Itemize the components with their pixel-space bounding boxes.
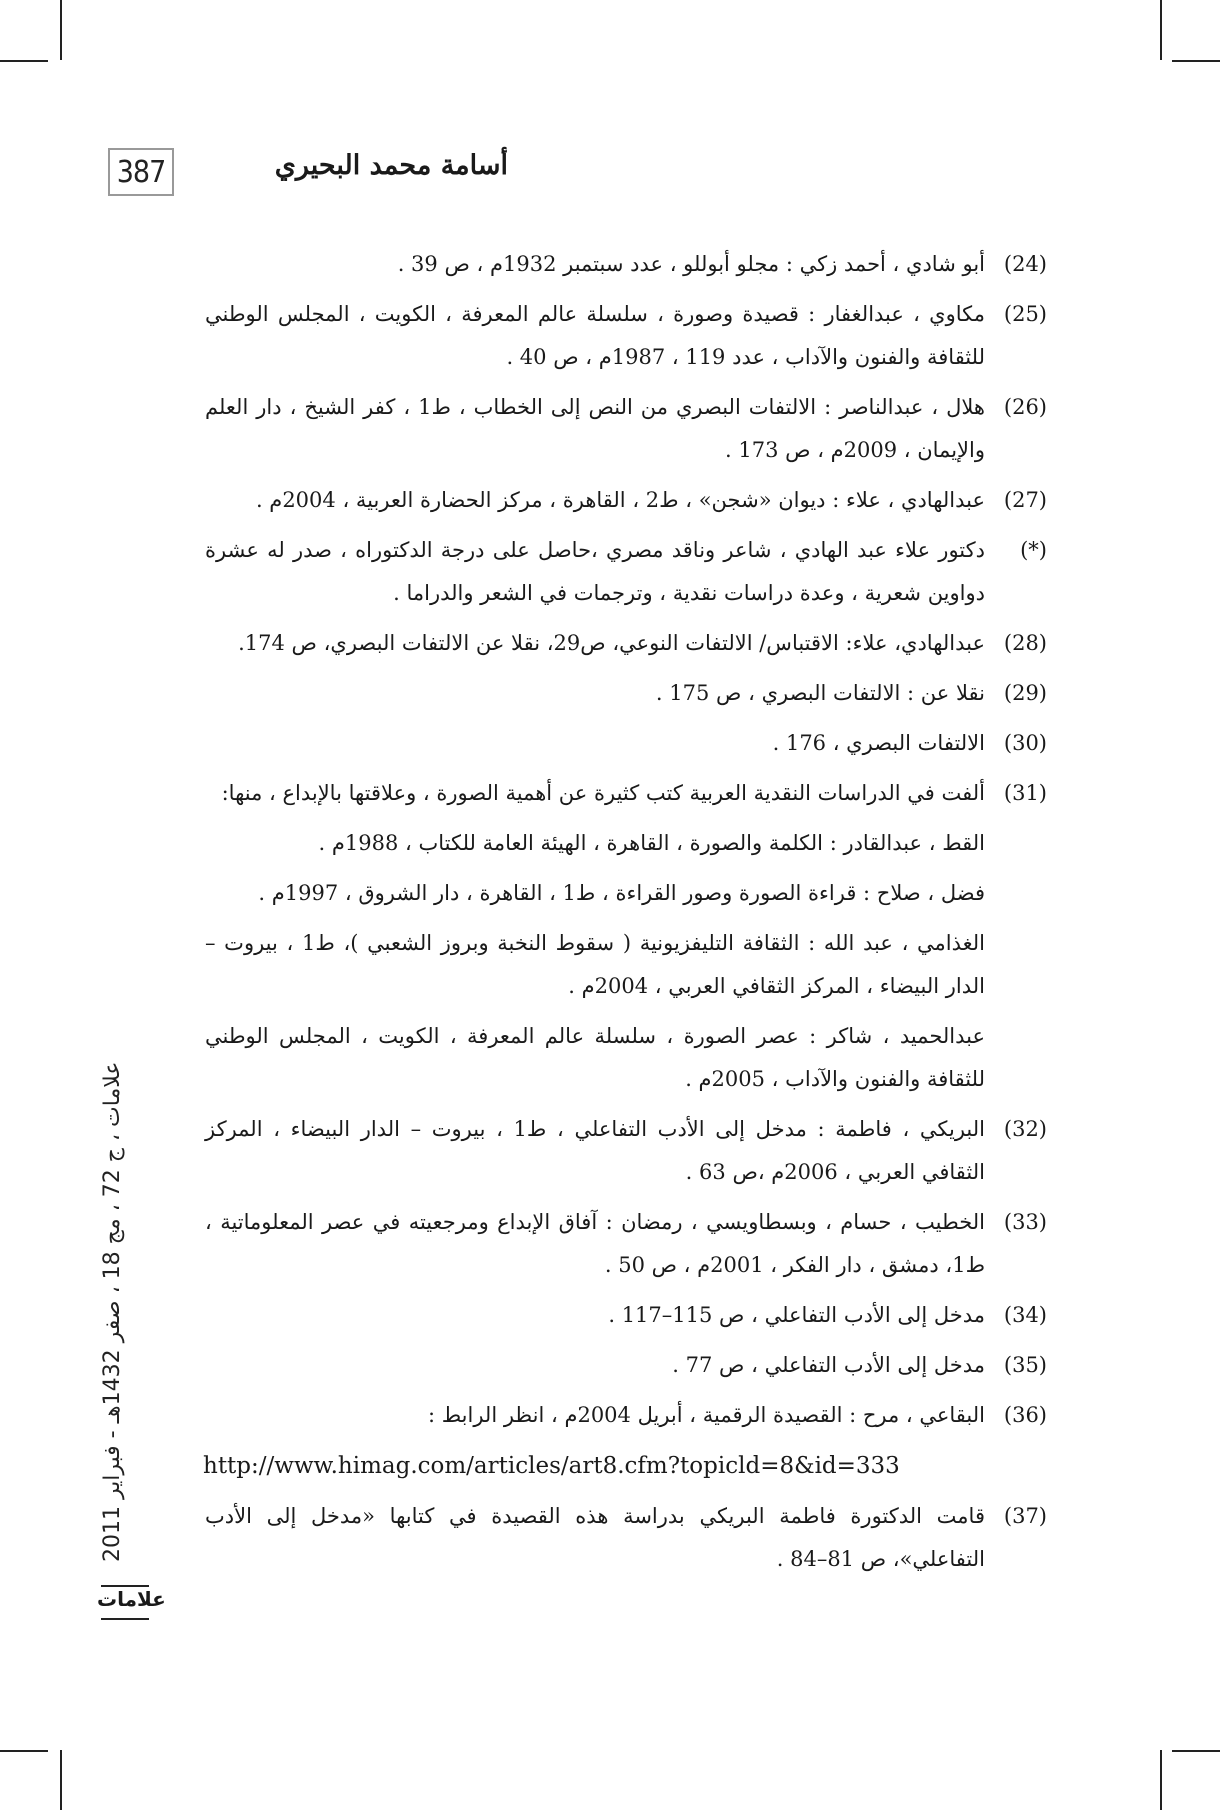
reference-text: هلال ، عبدالناصر : الالتفات البصري من النص إلى الخطاب ، ط1 ، كفر الشيخ ، دار العلم والإيمان ، 2009م ، ص 173 . [205, 395, 986, 462]
reference-item [205, 1294, 1047, 1337]
reference-number: (28) [1003, 631, 1047, 655]
running-header-author: أسامة محمد البحيري [274, 150, 508, 181]
reference-number: (34) [1003, 1303, 1047, 1327]
reference-item [205, 772, 1047, 815]
reference-text: البريكي ، فاطمة : مدخل إلى الأدب التفاعلي ، ط1 ، بيروت – الدار البيضاء ، المركز الثقافي العربي ، 2006م ،ص 63 . [205, 1117, 985, 1184]
reference-item [205, 622, 1047, 665]
reference-number: (*) [1020, 538, 1047, 562]
page-number: 387 [108, 148, 174, 196]
reference-item [205, 386, 1047, 472]
reference-item [205, 1201, 1047, 1287]
reference-number: (35) [1003, 1353, 1047, 1377]
reference-item [205, 1394, 1047, 1437]
references-list [205, 243, 1047, 1588]
reference-item [205, 722, 1047, 765]
crop-mark [1172, 60, 1220, 62]
reference-text: الخطيب ، حسام ، وبسطاويسي ، رمضان : آفاق الإبداع ومرجعيته في عصر المعلوماتية ، ط1، دمشق ، دار الفكر ، 2001م ، ص 50 . [205, 1210, 985, 1277]
reference-number: (27) [1003, 488, 1047, 512]
crop-mark [60, 0, 62, 60]
reference-number: (25) [1003, 302, 1047, 326]
reference-item [205, 672, 1047, 715]
reference-item [205, 243, 1047, 286]
reference-number: (32) [1003, 1117, 1047, 1141]
reference-number: (29) [1003, 681, 1047, 705]
reference-text: مكاوي ، عبدالغفار : قصيدة وصورة ، سلسلة عالم المعرفة ، الكويت ، المجلس الوطني للثقافة والفنون والآداب ، عدد 119 ، 1987م ، ص 40 . [205, 302, 985, 369]
crop-mark [60, 1750, 62, 1810]
reference-item [205, 1344, 1047, 1387]
reference-item [205, 1108, 1047, 1194]
reference-item [205, 1495, 1047, 1581]
reference-text: قامت الدكتورة فاطمة البريكي بدراسة هذه القصيدة في كتابها «مدخل إلى الأدب التفاعلي»، ص 81–84 . [205, 1504, 985, 1571]
reference-url[interactable]: http://www.himag.com/articles/art8.cfm?topicld=8&id=333 [203, 1453, 900, 1479]
crop-mark [1160, 1750, 1162, 1810]
sub-reference-item: الغذامي ، عبد الله : الثقافة التليفزيونية ( سقوط النخبة وبروز الشعبي )، ط1 ، بيروت – الدار البيضاء ، المركز الثقافي العربي ، 2004م . [205, 931, 986, 998]
reference-text: عبدالهادي ، علاء : ديوان «شجن» ، ط2 ، القاهرة ، مركز الحضارة العربية ، 2004م . [255, 488, 985, 512]
reference-item [205, 479, 1047, 522]
logo-rule [101, 1618, 149, 1620]
reference-number: (37) [1003, 1504, 1047, 1528]
reference-number: (24) [1003, 252, 1047, 276]
logo-wordmark: علامات [97, 1587, 166, 1611]
reference-text: عبدالهادي، علاء: الاقتباس/ الالتفات النوعي، ص29، نقلا عن الالتفات البصري، ص 174. [238, 631, 985, 655]
crop-mark [0, 1750, 48, 1752]
reference-text: الالتفات البصري ، 176 . [772, 731, 985, 755]
reference-text: مدخل إلى الأدب التفاعلي ، ص 77 . [672, 1353, 985, 1377]
reference-number: (31) [1003, 781, 1047, 805]
sub-reference-item: القط ، عبدالقادر : الكلمة والصورة ، القاهرة ، الهيئة العامة للكتاب ، 1988م . [318, 831, 985, 855]
reference-number: (30) [1003, 731, 1047, 755]
crop-mark [1172, 1750, 1220, 1752]
reference-text: أبو شادي ، أحمد زكي : مجلو أبوللو ، عدد سبتمبر 1932م ، ص 39 . [397, 252, 985, 276]
reference-number: (36) [1003, 1403, 1047, 1427]
journal-logo [97, 1585, 166, 1625]
sub-reference-item: عبدالحميد ، شاكر : عصر الصورة ، سلسلة عالم المعرفة ، الكويت ، المجلس الوطني للثقافة والفنون والآداب ، 2005م . [205, 1024, 986, 1091]
reference-text: ألفت في الدراسات النقدية العربية كتب كثيرة عن أهمية الصورة ، وعلاقتها بالإبداع ، منها: [221, 781, 985, 805]
reference-text: دكتور علاء عبد الهادي ، شاعر وناقد مصري ،حاصل على درجة الدكتوراه ، صدر له عشرة دواوين شعرية ، وعدة دراسات نقدية ، وترجمات في الشعر والدراما . [205, 538, 985, 605]
crop-mark [1160, 0, 1162, 60]
reference-text: البقاعي ، مرح : القصيدة الرقمية ، أبريل 2004م ، انظر الرابط : [427, 1403, 985, 1427]
journal-issue-caption: علامات ، ج 72 ، مج 18 ، صفر 1432هـ - فبراير 2011 [100, 1061, 125, 1562]
reference-number: (26) [1003, 395, 1047, 419]
reference-item [205, 293, 1047, 379]
sub-reference-item: فضل ، صلاح : قراءة الصورة وصور القراءة ، ط1 ، القاهرة ، دار الشروق ، 1997م . [258, 881, 985, 905]
reference-number: (33) [1003, 1210, 1047, 1234]
reference-item [205, 529, 1047, 615]
reference-text: مدخل إلى الأدب التفاعلي ، ص 115–117 . [608, 1303, 985, 1327]
reference-text: نقلا عن : الالتفات البصري ، ص 175 . [655, 681, 985, 705]
crop-mark [0, 60, 48, 62]
